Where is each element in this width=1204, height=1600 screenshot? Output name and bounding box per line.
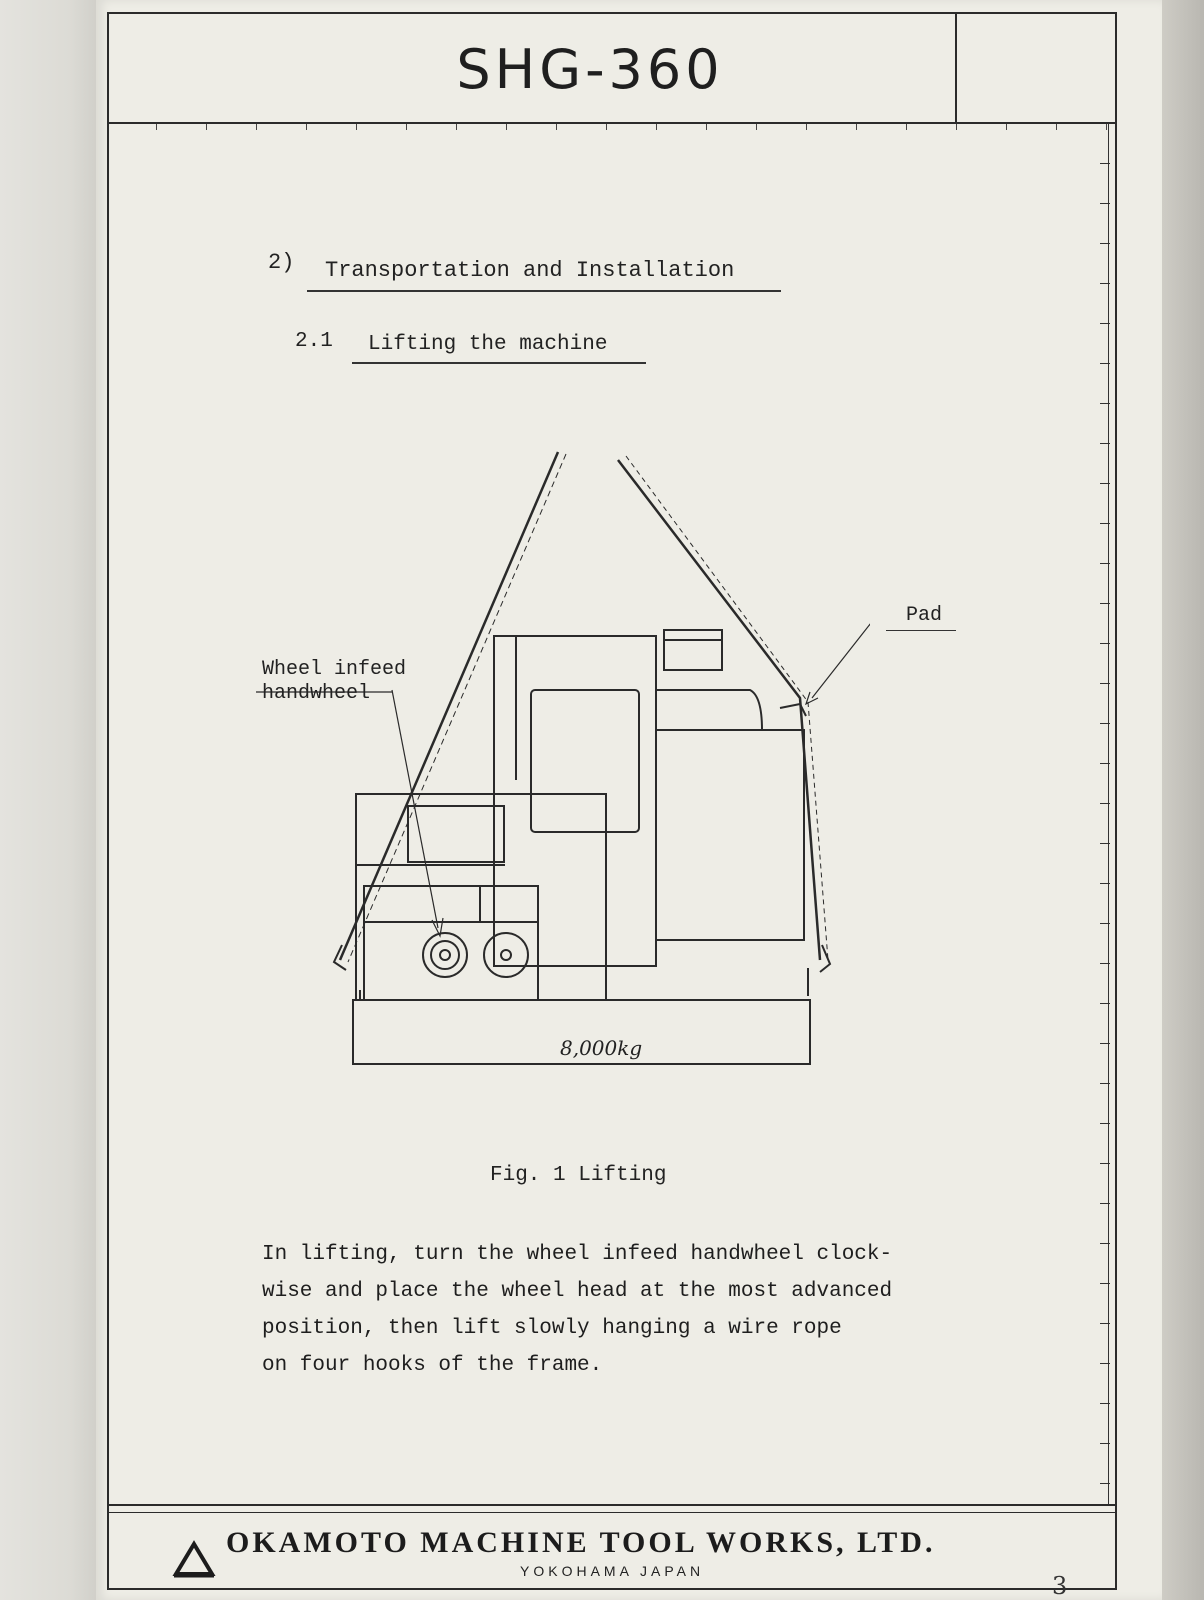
company-city: YOKOHAMA JAPAN — [520, 1563, 705, 1579]
column — [494, 636, 656, 966]
instruction-paragraph — [262, 1236, 1002, 1384]
frame-ticks-top — [107, 124, 1107, 130]
lifting-diagram — [250, 440, 870, 1090]
frame-ticks-right — [1100, 124, 1110, 1504]
model-title: SHG-360 — [456, 38, 724, 101]
top-cap — [664, 630, 722, 670]
handwheel-left — [423, 933, 467, 977]
subsection-number: 2.1 — [295, 330, 333, 353]
column-window — [531, 690, 639, 832]
instruction-line: wise and place the wheel head at the most advanced — [262, 1280, 893, 1303]
page-mark: 3 — [1052, 1572, 1068, 1600]
handwheel-label-line1: Wheel infeed — [262, 658, 407, 681]
page-edge — [1160, 0, 1204, 1600]
instruction-line: on four hooks of the frame. — [262, 1354, 603, 1377]
section-title: Transportation and Installation — [325, 258, 735, 283]
company-name: OKAMOTO MACHINE TOOL WORKS, LTD. — [226, 1526, 936, 1559]
section-underline — [307, 290, 781, 292]
company-logo-icon — [172, 1540, 216, 1580]
subsection-title: Lifting the machine — [368, 333, 608, 356]
left-window — [408, 806, 504, 862]
footer-rule — [107, 1504, 1117, 1506]
rope-left — [340, 452, 558, 960]
section-number: 2) — [268, 250, 295, 275]
facing-page — [0, 0, 100, 1600]
right-housing — [656, 730, 804, 940]
handwheel-right — [484, 933, 528, 977]
title-block-divider — [955, 14, 957, 124]
handwheel-label-line2: handwheel — [262, 682, 371, 705]
subsection-underline — [352, 362, 646, 364]
footer-rule-thin — [107, 1512, 1117, 1513]
pad-label-underline — [886, 630, 956, 631]
figure-caption: Fig. 1 Lifting — [490, 1164, 667, 1187]
rope-right — [618, 460, 820, 960]
instruction-line: In lifting, turn the wheel infeed handwheel clock- — [262, 1243, 893, 1266]
pad-label: Pad — [906, 604, 943, 627]
weight-label: 8,000kg — [560, 1036, 643, 1060]
instruction-line: position, then lift slowly hanging a wire rope — [262, 1317, 842, 1340]
